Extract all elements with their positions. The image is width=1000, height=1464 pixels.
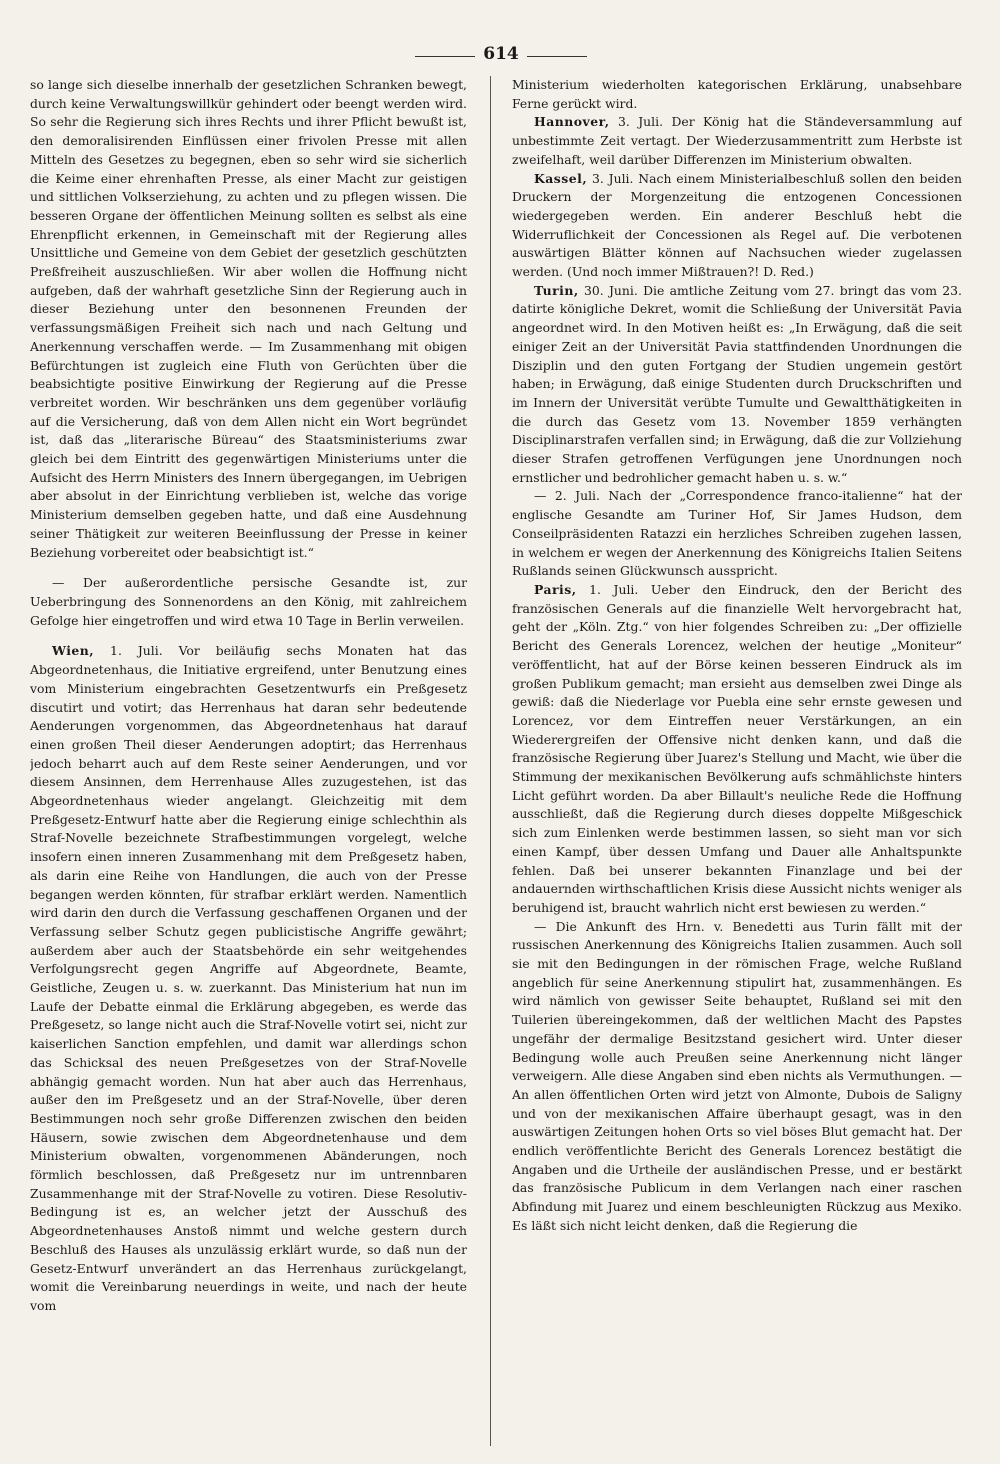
dateline-wien: Wien, bbox=[52, 643, 95, 659]
page-header bbox=[0, 44, 1000, 68]
column-divider bbox=[490, 76, 491, 1446]
article-wien bbox=[30, 642, 467, 1315]
article-paris bbox=[512, 581, 962, 918]
dateline-kassel: Kassel, bbox=[534, 170, 588, 186]
page-number: 614 bbox=[483, 44, 519, 64]
article-paris-followup: — Die Ankunft des Hrn. v. Benedetti aus Turin fällt mit der russischen Anerkennung des Königreichs Italien zusammen. Auch soll sie mit den Bedingungen in der römischen Frage, welche Rußland angeblich für seine Anerkennung stipulirt hat, zusammenhängen. Es wird nämlich von gewisser Seite behauptet, Rußland sei mit den Tuilerien übereingekommen, daß der weltlichen Macht des Papstes ungefähr der dermalige Besitzstand gesichert wird. Unter dieser Bedingung wolle auch Preußen seine Anerkennung nicht länger verweigern. Alle diese Angaben sind eben nichts als Vermuthungen. — An allen öffentlichen Orten wird jetzt von Almonte, Dubois de Saligny und von der mexikanischen Affaire überhaupt gesagt, was in den auswärtigen Zeitungen hohen Orts so viel böses Blut gemacht hat. Der endlich veröffentlichte Bericht des Generals Lorencez bestätigt die Angaben und die Urtheile der ausländischen Presse, und er bestärkt das französische Publicum in dem Verlangen nach einer raschen Abfindung mit Juarez und einem beschleunigten Rückzug aus Mexiko. Es läßt sich nicht leicht denken, daß die Regierung die bbox=[512, 918, 962, 1233]
article-paris-body: 1. Juli. Ueber den Eindruck, den der Bericht des französischen Generals auf die finanzielle Welt hervorgebracht hat, geht der „Köln. Ztg.“ von hier folgendes Schreiben zu: „Der offizielle Bericht des Generals Lorencez, welchen der heutige „Moniteur“ veröffentlicht, hat auf der Börse keinen besseren Eindruck als im großen Publikum gemacht; man ersieht aus demselben zwei Dinge als gewiß: daß die Niederlage vor Puebla eine sehr ernste gewesen und Lorencez, vor dem Eintreffen neuer Verstärkungen, an ein Wiederergreifen der Offensive nicht denken kann, und daß die französische Regierung über Juarez's Stellung und Macht, wie über die Stimmung der mexikanischen Bevölkerung aufs schmählichste hinters Licht geführt worden. Da aber Billault's neuliche Rede die Hoffnung ausschließt, daß die Regierung durch dieses doppelte Mißgeschick sich zum Einlenken werde bestimmen lassen, so sieht man vor sich einen Kampf, über dessen Umfang und Dauer alle Anhaltspunkte fehlen. Daß bei unserer bekannten Finanzlage und bei der andauernden wirthschaftlichen Krisis diese Aussicht nichts weniger als beruhigend ist, braucht wahrlich nicht erst bewiesen zu werden.“ bbox=[512, 581, 962, 915]
left-column bbox=[30, 76, 467, 1446]
article-turin-followup: — 2. Juli. Nach der „Correspondence franco-italienne“ hat der englische Gesandte am Turiner Hof, Sir James Hudson, dem Conseilpräsidenten Ratazzi ein herzliches Schreiben zugehen lassen, in welchem er wegen der Anerkennung des Königreichs Italien Seitens Rußlands seinen Glückwunsch ausspricht. bbox=[512, 488, 962, 579]
paragraph-ministerium-continuation: Ministerium wiederholten kategorischen Erklärung, unabsehbare Ferne gerückt wird. bbox=[512, 77, 962, 111]
article-wien-body: 1. Juli. Vor beiläufig sechs Monaten hat das Abgeordnetenhaus, die Initiative ergreifend, unter Benutzung eines vom Ministerium eingebrachten Gesetzentwurfs ein Preßgesetz discutirt und votirt; das Herrenhaus hat daran sehr bedeutende Aenderungen vorgenommen, das Abgeordnetenhaus hat darauf einen großen Theil dieser Aenderungen adoptirt; das Herrenhaus jedoch beharrt auch auf dem Reste seiner Aenderungen, und vor diesem Ansinnen, dem Herrenhause Alles zuzugestehen, ist das Abgeordnetenhaus wieder angelangt. Gleichzeitig mit dem Preßgesetz-Entwurf hatte aber die Regierung einige schlechthin als Straf-Novelle bezeichnete Strafbestimmungen vorgelegt, welche insofern einen inneren Zusammenhang mit dem Preßgesetz haben, als darin eine Reihe von Handlungen, die auch von der Presse begangen werden könnten, für strafbar erklärt werden. Namentlich wird darin den durch die Verfassung geschaffenen Organen und der Verfassung selber Schutz gegen publicistische Angriffe gewährt; außerdem aber auch der Staatsbehörde ein sehr weitgehendes Verfolgungsrecht gegen Angriffe auf Abgeordnete, Beamte, Geistliche, Zeugen u. s. w. zuerkannt. Das Ministerium hat nun im Laufe der Debatte einmal die Erklärung abgegeben, es werde das Preßgesetz, so lange nicht auch die Straf-Novelle votirt sei, nicht zur kaiserlichen Sanction empfehlen, und damit war allerdings schon das Schicksal des neuen Preßgesetzes von der Straf-Novelle abhängig gemacht worden. Nun hat aber auch das Herrenhaus, außer den im Preßgesetz und an der Straf-Novelle, über deren Bestimmungen noch sehr große Differenzen zwischen den beiden Häusern, sowie zwischen dem Abgeordnetenhause und dem Ministerium obwalten, vorgenommenen Abänderungen, noch förmlich beschlossen, daß Preßgesetz nur im untrennbaren Zusammenhange mit der Straf-Novelle zu votiren. Diese Resolutiv-Bedingung ist es, an welcher jetzt der Ausschuß des Abgeordnetenhauses Anstoß nimmt und welche gestern durch Beschluß des Hauses als unzulässig erklärt wurde, so daß nun der Gesetz-Entwurf unverändert an das Herrenhaus zurückgelangt, womit die Vereinbarung neuerdings in weite, und nach der heute vom bbox=[30, 643, 467, 1313]
dateline-paris: Paris, bbox=[534, 581, 577, 597]
paragraph-persian-envoy: — Der außerordentliche persische Gesandte ist, zur Ueberbringung des Sonnenordens an den König, mit zahlreichem Gefolge hier eingetroffen und wird etwa 10 Tage in Berlin verweilen. bbox=[30, 575, 467, 628]
header-rule-left bbox=[415, 56, 475, 57]
paragraph-press-policy: so lange sich dieselbe innerhalb der gesetzlichen Schranken bewegt, durch keine Verwaltungswillkür gehindert oder beengt werden wird. So sehr die Regierung sich ihres Rechts und ihrer Pflicht bewußt ist, den demoralisirenden Einflüssen einer frivolen Presse mit allen Mitteln des Gesetzes zu begegnen, eben so sehr wird sie sicherlich die Keime einer ehrenhaften Presse, als einer Macht zur geistigen und sittlichen Volkserziehung, zu achten und zu pflegen wissen. Die besseren Organe der öffentlichen Meinung sollten es selbst als eine Ehrenpflicht erkennen, in Gemeinschaft mit der Regierung alles Unsittliche und Gemeine von dem Gebiet der gesetzlich geschützten Preßfreiheit auszuschließen. Wir aber wollen die Hoffnung nicht aufgeben, daß der wahrhaft gesetzliche Sinn der Regierung auch in dieser Beziehung unter den besonnenen Freunden der verfassungsmäßigen Freiheit sich nach und nach Geltung und Anerkennung verschaffen werde. — Im Zusammenhang mit obigen Befürchtungen ist zugleich eine Fluth von Gerüchten über die beabsichtigte positive Einwirkung der Regierung auf die Presse verbreitet worden. Wir beschränken uns dem gegenüber vorläufig auf die Versicherung, daß von dem Allen nicht ein Wort begründet ist, daß das „literarische Büreau“ des Staatsministeriums zwar gleich bei dem Eintritt des gegenwärtigen Ministeriums unter die Aufsicht des Herrn Ministers des Innern übergegangen, im Uebrigen aber absolut in der Einrichtung verblieben ist, welche das vorige Ministerium demselben gegeben hatte, und daß eine Ausdehnung seiner Thätigkeit zur weiteren Beeinflussung der Presse in keiner Beziehung vorbereitet oder beabsichtigt ist.“ bbox=[30, 77, 467, 560]
article-hannover-body: 3. Juli. Der König hat die Ständeversammlung auf unbestimmte Zeit vertagt. Der Wiederzusammentritt zum Herbste ist zweifelhaft, weil darüber Differenzen im Ministerium obwalten. bbox=[512, 114, 962, 167]
dateline-hannover: Hannover, bbox=[534, 114, 610, 130]
header-rule-right bbox=[527, 56, 587, 57]
dateline-turin: Turin, bbox=[534, 282, 579, 298]
article-kassel bbox=[512, 170, 962, 282]
article-turin bbox=[512, 282, 962, 488]
article-kassel-body: 3. Juli. Nach einem Ministerialbeschluß sollen den beiden Druckern der Morgenzeitung die entzogenen Concessionen wiedergegeben werden. Ein anderer Beschluß hebt die Widerruflichkeit der Concessionen als Regel auf. Die verbotenen auswärtigen Blätter können auf Nachsuchen wieder zugelassen werden. (Und noch immer Mißtrauen?! D. Red.) bbox=[512, 170, 962, 280]
article-turin-body: 30. Juni. Die amtliche Zeitung vom 27. bringt das vom 23. datirte königliche Dekret, womit die Schließung der Universität Pavia angeordnet wird. In den Motiven heißt es: „In Erwägung, daß die seit einiger Zeit an der Universität Pavia stattfindenden Unordnungen die Disziplin und den guten Fortgang der Studien ungemein gestört haben; in Erwägung, daß einige Studenten durch Druckschriften und im Innern der Universität verübte Tumulte und Gewaltthätigkeiten in die durch das Gesetz vom 13. November 1859 verhängten Disciplinarstrafen verfallen sind; in Erwägung, daß die zur Vollziehung dieser Strafen getroffenen Verfügungen jene Unordnungen noch ernstlicher und bedrohlicher gemacht haben u. s. w.“ bbox=[512, 282, 962, 485]
right-column bbox=[512, 76, 962, 1446]
article-hannover bbox=[512, 113, 962, 169]
